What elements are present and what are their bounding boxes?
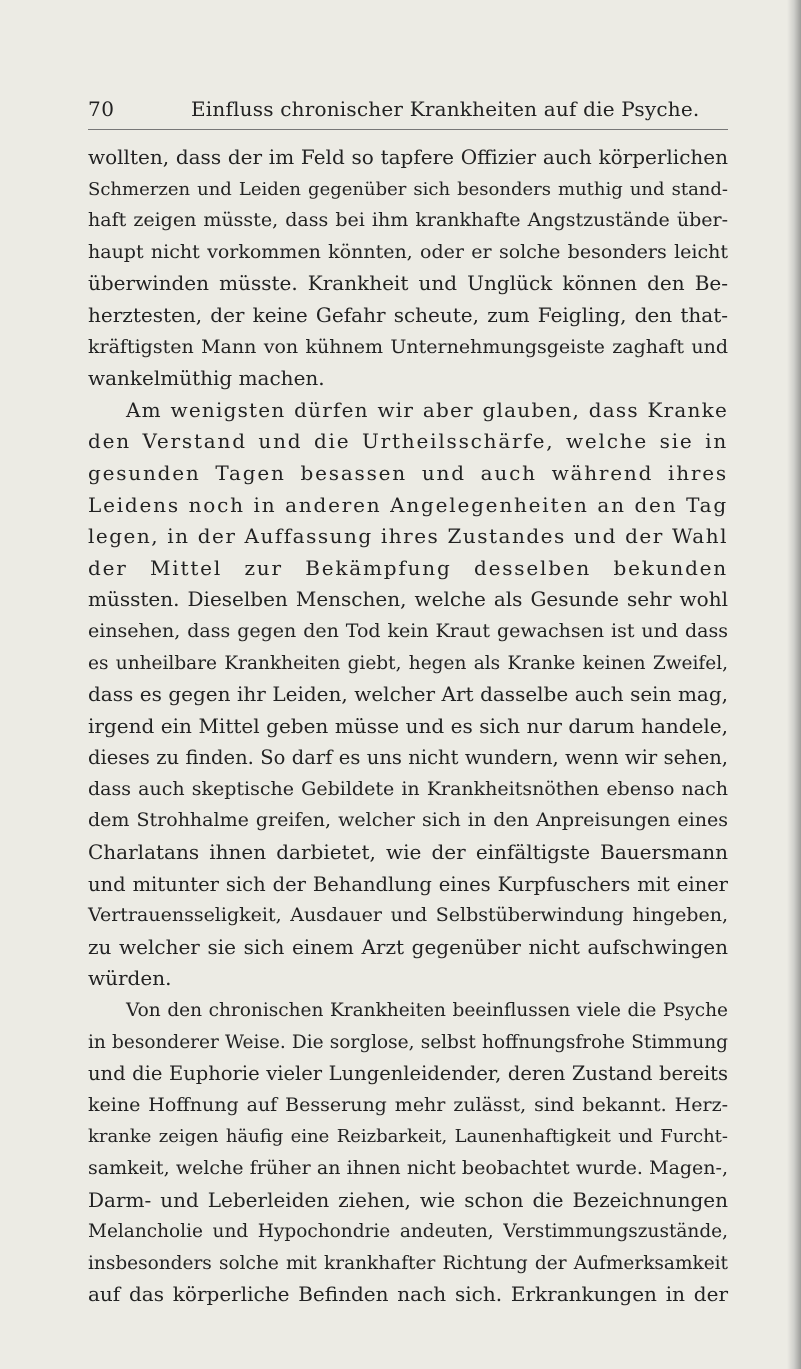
page-edge-shadow <box>787 0 801 1369</box>
text-line: müssten. Dieselben Menschen, welche als Gesunde sehr wohl <box>88 587 728 612</box>
text-line: den Verstand und die Urtheilsschärfe, welche sie in <box>88 429 728 454</box>
text-line: wollten, dass der im Feld so tapfere Offizier auch körperlichen <box>88 145 728 169</box>
running-header <box>88 97 728 130</box>
text-line: der Mittel zur Bekämpfung desselben bekunden <box>88 555 728 580</box>
text-line: Melancholie und Hypochondrie andeuten, Verstimmungszustände, <box>88 1221 728 1243</box>
text-line: zu welcher sie sich einem Arzt gegenüber nicht aufschwingen <box>88 934 728 959</box>
text-line: Am wenigsten dürfen wir aber glauben, dass Kranke <box>126 397 728 422</box>
text-line: haupt nicht vorkommen könnten, oder er solche besonders leicht <box>88 240 728 263</box>
text-line: wankelmüthig machen. <box>88 366 325 391</box>
page-number: 70 <box>88 97 115 121</box>
text-line: Von den chronischen Krankheiten beeinflussen viele die Psyche <box>126 1000 728 1022</box>
text-line: in besonderer Weise. Die sorglose, selbst hoffnungsfrohe Stimmung <box>88 1031 728 1053</box>
text-line: Charlatans ihnen darbietet, wie der einfältigste Bauersmann <box>88 840 728 865</box>
text-line: dass auch skeptische Gebildete in Krankheitsnöthen ebenso nach <box>88 777 728 800</box>
text-line: dass es gegen ihr Leiden, welcher Art dasselbe auch sein mag, <box>88 682 728 707</box>
text-line: samkeit, welche früher an ihnen nicht beobachtet wurde. Magen-, <box>88 1157 728 1179</box>
running-title: Einfluss chronischer Krankheiten auf die Psyche. <box>191 97 700 121</box>
text-line: und mitunter sich der Behandlung eines Kurpfuschers mit einer <box>88 872 728 896</box>
text-line: auf das körperliche Befinden nach sich. Erkrankungen in der <box>88 1282 728 1307</box>
text-line: dem Strohhalme greifen, welcher sich in den Anpreisungen eines <box>88 809 728 832</box>
text-line: legen, in der Auffassung ihres Zustandes und der Wahl <box>88 524 728 549</box>
text-line: dieses zu finden. So darf es uns nicht wundern, wenn wir sehen, <box>88 746 728 770</box>
text-line: kräftigsten Mann von kühnem Unternehmungsgeiste zaghaft und <box>88 335 728 358</box>
text-line: es unheilbare Krankheiten giebt, hegen als Kranke keinen Zweifel, <box>88 652 728 674</box>
text-line: herztesten, der keine Gefahr scheute, zum Feigling, den that- <box>88 302 728 327</box>
text-line: Schmerzen und Leiden gegenüber sich besonders muthig und stand- <box>88 178 728 200</box>
text-line: Darm- und Leberleiden ziehen, wie schon die Bezeichnungen <box>88 1187 728 1212</box>
text-line: und die Euphorie vieler Lungenleidender, deren Zustand bereits <box>88 1062 728 1086</box>
body-text <box>88 142 728 1311</box>
text-line: keine Hoffnung auf Besserung mehr zulässt, sind bekannt. Herz- <box>88 1093 728 1116</box>
text-line: kranke zeigen häufig eine Reizbarkeit, Launenhaftigkeit und Furcht- <box>88 1126 728 1148</box>
text-line: Leidens noch in anderen Angelegenheiten an den Tag <box>88 492 728 517</box>
text-line: überwinden müsste. Krankheit und Unglück können den Be- <box>88 271 728 296</box>
text-line: Vertrauensseligkeit, Ausdauer und Selbstüberwindung hingeben, <box>88 904 728 927</box>
text-line: haft zeigen müsste, dass bei ihm krankhafte Angstzustände über- <box>88 209 728 232</box>
text-line: einsehen, dass gegen den Tod kein Kraut gewachsen ist und dass <box>88 619 728 642</box>
text-line: irgend ein Mittel geben müsse und es sich nur darum handele, <box>88 713 728 738</box>
text-line: gesunden Tagen besassen und auch während ihres <box>88 460 728 485</box>
text-line: insbesonders solche mit krankhafter Richtung der Aufmerksamkeit <box>88 1252 728 1274</box>
text-line: würden. <box>88 966 172 991</box>
